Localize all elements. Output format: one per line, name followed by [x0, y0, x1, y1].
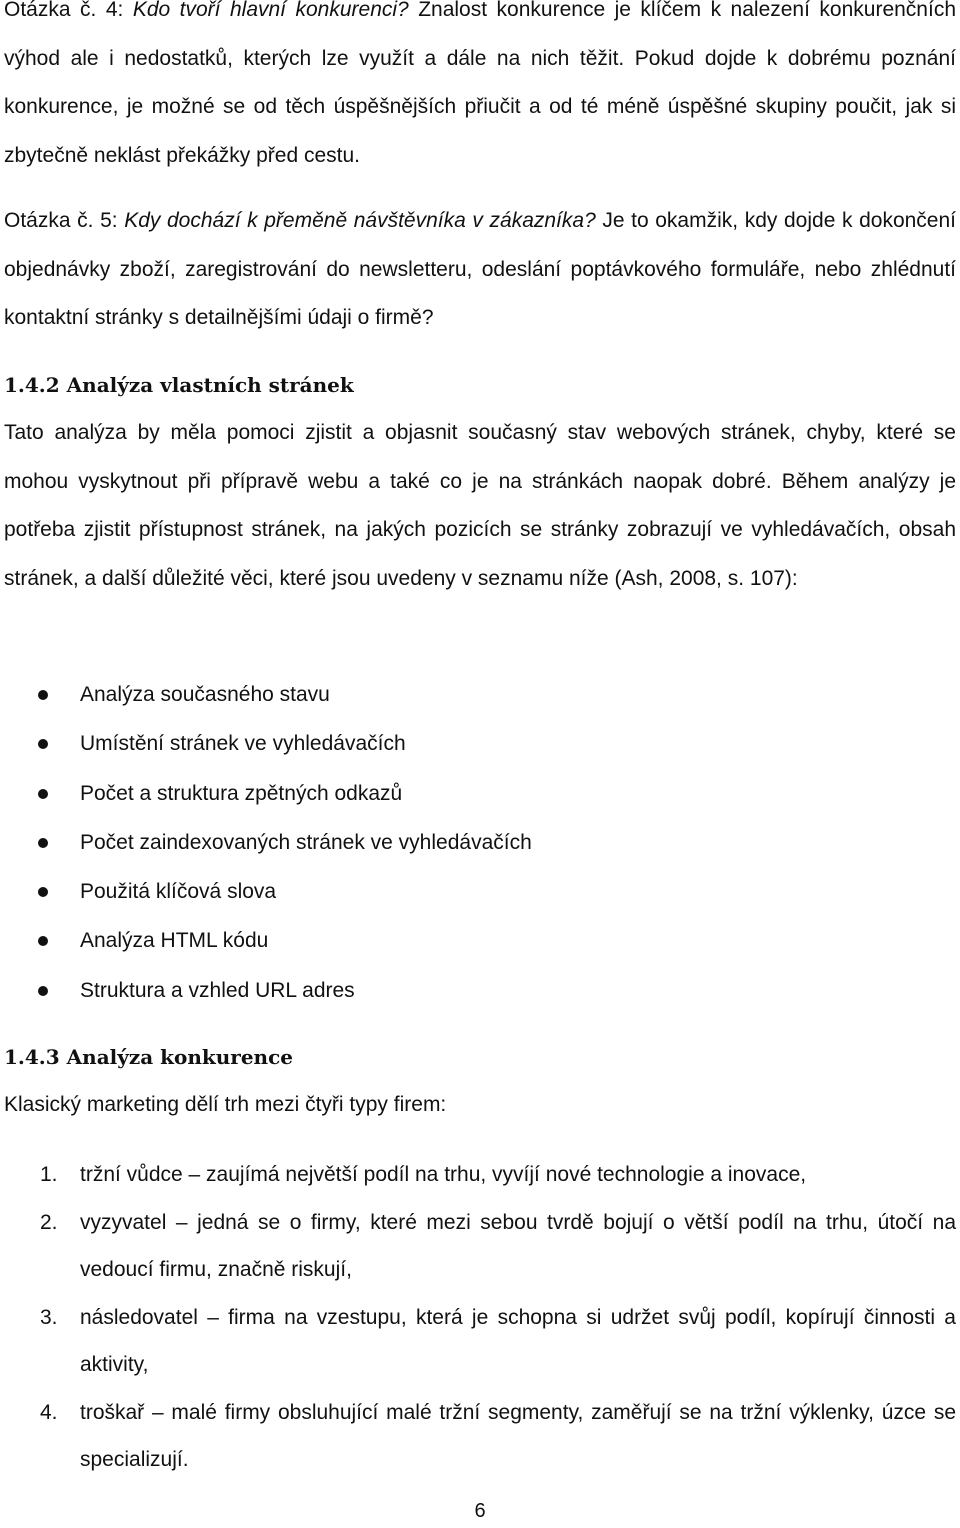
- list-item: [0, 867, 960, 916]
- bullet-icon: [38, 986, 48, 996]
- numbered-item: [0, 1389, 960, 1484]
- list-item-text: Počet a struktura zpětných odkazů: [80, 781, 403, 805]
- list-item: [0, 966, 960, 1015]
- list-item-text: Počet zaindexovaných stránek ve vyhledávačích: [80, 830, 532, 854]
- list-item-text: Struktura a vzhled URL adres: [80, 978, 355, 1002]
- bullet-icon: [38, 936, 48, 946]
- item-number: 3.: [40, 1305, 58, 1329]
- analysis-bullet-list: [0, 670, 960, 1015]
- question-5-text: Kdy dochází k přeměně návštěvníka v zákazníka?: [124, 209, 596, 232]
- bullet-icon: [38, 887, 48, 897]
- list-item-text: Analýza současného stavu: [80, 683, 330, 706]
- bullet-icon: [38, 739, 48, 749]
- bullet-icon: [38, 789, 48, 799]
- numbered-item: [0, 1294, 960, 1389]
- numbered-item-text: následovatel – firma na vzestupu, která je schopna si udržet svůj podíl, kopírují činnosti a aktivity,: [80, 1305, 956, 1376]
- question-5-label: Otázka č. 5:: [4, 209, 125, 232]
- question-4-text: Kdo tvoří hlavní konkurenci?: [132, 0, 409, 21]
- question-5-answer: Je to okamžik, kdy dojde k dokončení objednávky zboží, zaregistrování do newsletteru, odeslání poptávkového formuláře, nebo zhlédnutí kontaktní stránky s detailnějšími údaji o firmě?: [4, 209, 957, 329]
- bullet-icon: [38, 690, 48, 700]
- page-number: 6: [474, 1500, 486, 1522]
- list-item: [0, 818, 960, 867]
- question-5-paragraph: [4, 197, 956, 343]
- item-number: 4.: [40, 1400, 58, 1424]
- numbered-item-text: troškař – malé firmy obsluhující malé tržní segmenty, zaměřují se na tržní výklenky, úzce se specializují.: [80, 1400, 956, 1471]
- numbered-item-text: vyzyvatel – jedná se o firmy, které mezi sebou tvrdě bojují o větší podíl na trhu, útočí na vedoucí firmu, značně riskují,: [80, 1210, 956, 1281]
- question-4-paragraph: [4, 0, 956, 180]
- numbered-item: [0, 1151, 960, 1199]
- firm-types-numbered-list: [0, 1151, 960, 1484]
- section-heading-own-pages: 1.4.2 Analýza vlastních stránek: [4, 373, 354, 397]
- competition-intro: Klasický marketing dělí trh mezi čtyři typy firem:: [4, 1093, 447, 1116]
- list-item-text: Analýza HTML kódu: [80, 929, 269, 953]
- list-item: [0, 769, 960, 818]
- question-4-answer: Znalost konkurence je klíčem k nalezení konkurenčních výhod ale i nedostatků, kterých lze využít a dále na nich těžit. Pokud dojde k dobrému poznání konkurence, je možné se od těch úspěšnějších přiučit a od té méně úspěšné skupiny poučit, jak si zbytečně neklást překážky před cestu.: [4, 0, 956, 167]
- item-number: 2.: [40, 1210, 58, 1234]
- numbered-item: [0, 1199, 960, 1294]
- numbered-item-text: tržní vůdce – zaujímá největší podíl na trhu, vyvíjí nové technologie a inovace,: [80, 1163, 807, 1186]
- list-item: [0, 670, 960, 719]
- list-item: [0, 916, 960, 965]
- list-item-text: Umístění stránek ve vyhledávačích: [80, 732, 406, 756]
- own-pages-intro: Tato analýza by měla pomoci zjistit a objasnit současný stav webových stránek, chyby, které se mohou vyskytnout při přípravě webu a také co je na stránkách naopak dobré. Během analýzy je potřeba zjistit přístupnost stránek, na jakých pozicích se stránky zobrazují ve vyhledávačích, obsah stránek, a další důležité věci, které jsou uvedeny v seznamu níže (Ash, 2008, s. 107):: [4, 421, 956, 590]
- section-heading-competition: 1.4.3 Analýza konkurence: [4, 1045, 293, 1069]
- bullet-icon: [38, 838, 48, 848]
- list-item: [0, 719, 960, 768]
- list-item-text: Použitá klíčová slova: [80, 880, 277, 904]
- question-4-label: Otázka č. 4:: [4, 0, 133, 21]
- item-number: 1.: [40, 1163, 58, 1186]
